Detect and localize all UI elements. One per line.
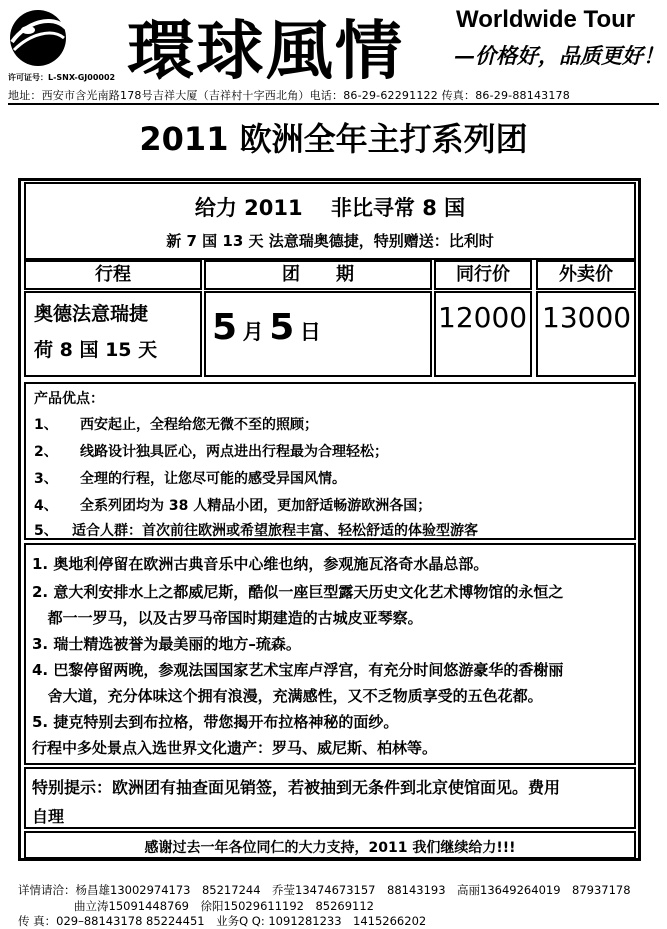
detail-line: 2. 意大利安排水上之都威尼斯，酷似一座巨型露天历史文化艺术博物馆的永恒之 <box>32 583 564 601</box>
tour-subtitle: 新 7 国 13 天 法意瑞奥德捷，特别赠送：比利时 <box>166 232 494 250</box>
advantage-item: 3、 全理的行程，让您尽可能的感受异国风情。 <box>34 471 346 487</box>
license-number: 许可证号：L-SNX-GJ00002 <box>8 73 116 82</box>
peer-price-value: 12000 <box>438 301 528 334</box>
page-title: 2011 欧洲全年主打系列团 <box>139 120 528 158</box>
detail-line: 4. 巴黎停留两晚，参观法国国家艺术宝库卢浮宫，有充分时间悠游豪华的香榭丽 <box>32 661 564 679</box>
slogan: —价格好，品质更好！ <box>454 43 664 68</box>
route-line: 奥德法意瑞捷 <box>34 303 149 325</box>
advantage-item: 4、 全系列团均为 38 人精品小团，更加舒适畅游欧洲各国； <box>34 498 432 514</box>
company-address: 地址：西安市含光南路178号吉祥大厦（吉祥村十字西北角）电话：86-29-62291122 传真：86-29-88143178 <box>8 89 570 102</box>
header-peer-price: 同行价 <box>434 260 532 290</box>
detail-line: 行程中多处景点入选世界文化遗产：罗马、威尼斯、柏林等。 <box>32 739 438 757</box>
contact-line: 曲立涛15091448769 徐阳15029611192 85269112 <box>74 899 374 913</box>
thanks-message: 感谢过去一年各位同仁的大力支持，2011 我们继续给力!!! <box>144 840 516 856</box>
advantage-item: 2、 线路设计独具匠心，两点进出行程最为合理轻松； <box>34 444 388 460</box>
date-month: 5 <box>212 307 238 348</box>
departure-date <box>212 307 321 348</box>
special-tip-box <box>24 767 636 829</box>
cell-peer-price <box>434 291 532 377</box>
header-retail-price: 外卖价 <box>536 260 636 290</box>
header-route: 行程 <box>24 260 202 290</box>
special-tip-text: 特别提示：欧洲团有抽查面见销签，若被抽到无条件到北京使馆面见。费用 <box>32 778 561 797</box>
detail-line: 舍大道，充分体味这个拥有浪漫，充满感性，又不乏物质享受的五色花都。 <box>32 687 543 705</box>
tour-header-box <box>24 182 636 260</box>
brand-name-cn: 環球風情 <box>127 15 405 89</box>
cell-retail-price <box>536 291 636 377</box>
advantages-box <box>24 382 636 540</box>
globe-logo-icon <box>8 8 68 68</box>
detail-line: 3. 瑞士精选被誉为最美丽的地方–琉森。 <box>32 635 301 653</box>
advantages-title: 产品优点： <box>34 391 104 407</box>
detail-line: 都一一罗马，以及古罗马帝国时期建造的古城皮亚琴察。 <box>32 609 423 627</box>
retail-price-value: 13000 <box>542 301 632 334</box>
detail-line: 1. 奥地利停留在欧洲古典音乐中心维也纳，参观施瓦洛奇水晶总部。 <box>32 555 489 573</box>
special-tip-text: 自理 <box>32 807 65 826</box>
cell-date <box>204 291 432 377</box>
header-divider <box>8 103 659 105</box>
header-date: 团 期 <box>204 260 432 290</box>
contact-line: 详情请洽：杨昌雄13002974173 85217244 乔莹13474673157 88143193 高丽13649264019 87937178 <box>18 883 631 897</box>
date-month-unit: 月 <box>242 320 264 344</box>
cell-route <box>24 291 202 377</box>
brand-name-en: Worldwide Tour <box>456 6 636 33</box>
date-day-unit: 日 <box>299 320 321 344</box>
detail-line: 5. 捷克特别去到布拉格，带您揭开布拉格神秘的面纱。 <box>32 713 399 731</box>
advantage-item: 1、 西安起止，全程给您无微不至的照顾； <box>34 417 318 433</box>
thanks-box <box>24 831 636 859</box>
advantage-item: 5、 适合人群：首次前往欧洲或希望旅程丰富、轻松舒适的体验型游客 <box>34 523 478 539</box>
date-day: 5 <box>269 307 295 348</box>
tour-title: 给力 2011 非比寻常 8 国 <box>194 196 466 220</box>
contact-line: 传 真：029–88143178 85224451 业务Q Q: 1091281233 1415266202 <box>18 914 427 928</box>
itinerary-details-box <box>24 543 636 765</box>
route-line: 荷 8 国 15 天 <box>34 339 158 361</box>
